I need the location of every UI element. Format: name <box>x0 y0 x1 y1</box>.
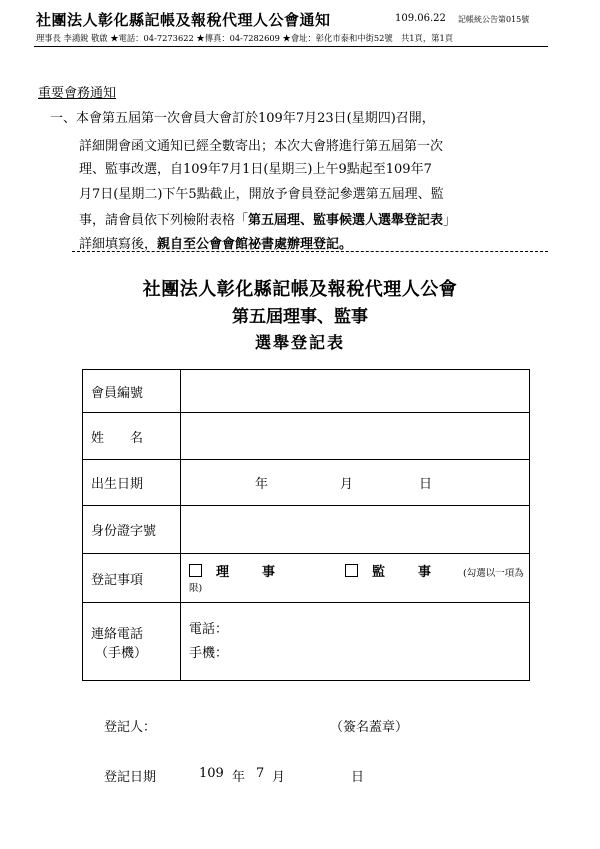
notice-doc-number: 記帳統公告第015號 <box>458 15 530 24</box>
birth-month-unit: 月 <box>340 477 354 492</box>
registration-form-table <box>82 369 530 681</box>
contact-field[interactable] <box>181 603 530 681</box>
director-checkbox[interactable] <box>189 564 202 577</box>
contact-label-line-2: （手機） <box>95 645 148 661</box>
select-one-note: (勾選以一項為限) <box>189 568 524 594</box>
notice-line-6 <box>79 233 352 252</box>
registration-month-unit: 月 <box>272 770 286 785</box>
contact-label <box>83 603 181 681</box>
form-title-org: 社團法人彰化縣記帳及報稅代理人公會 <box>142 279 458 300</box>
dashed-separator <box>72 251 548 252</box>
table-row <box>83 554 530 603</box>
table-row <box>83 506 530 554</box>
birth-date-field[interactable] <box>181 460 530 506</box>
notice-line-3: 理、監事改選，自109年7月1日(星期三)上午9點起至109年7 <box>79 162 432 177</box>
form-title-term: 第五屆理事、監事 <box>232 307 368 327</box>
phone-label: 電話： <box>189 621 229 637</box>
notice-heading: 重要會務通知 <box>38 86 117 101</box>
mobile-label: 手機： <box>189 645 229 661</box>
id-no-field[interactable] <box>181 506 530 554</box>
header-divider <box>34 46 548 47</box>
supervisor-option-label: 監 事 <box>372 565 442 580</box>
notice-line-5 <box>79 209 456 228</box>
register-item-label: 登記事項 <box>83 554 181 603</box>
member-no-label: 會員編號 <box>83 370 181 413</box>
submission-instruction: 親自至公會會館祕書處辦理登記。 <box>157 237 353 252</box>
notice-line-5-post: 」 <box>443 213 457 228</box>
birth-date-label: 出生日期 <box>83 460 181 506</box>
form-title-name: 選舉登記表 <box>254 333 345 352</box>
registration-year-unit: 年 <box>232 770 246 785</box>
birth-year-unit: 年 <box>255 477 269 492</box>
director-option-label: 理 事 <box>216 565 286 580</box>
table-row <box>83 603 530 681</box>
notice-line-6-pre: 詳細填寫後， <box>79 237 158 252</box>
notice-line-2: 詳細開會函文通知已經全數寄出；本次大會將進行第五屆第一次 <box>79 139 444 154</box>
notice-date: 109.06.22 <box>395 13 446 24</box>
table-row <box>83 413 530 460</box>
notice-line-1: 一、本會第五屆第一次會員大會訂於109年7月23日(星期四)召開， <box>50 111 435 126</box>
name-label: 姓 名 <box>83 413 181 460</box>
table-row <box>83 460 530 506</box>
registration-date-label: 登記日期 <box>104 770 157 785</box>
registration-month: 7 <box>256 766 265 781</box>
notice-org-title: 社團法人彰化縣記帳及報稅代理人公會通知 <box>36 11 331 29</box>
birth-day-unit: 日 <box>419 477 433 492</box>
member-no-field[interactable] <box>181 370 530 413</box>
form-name-emphasis: 第五屆理、監事候選人選舉登記表 <box>248 213 444 228</box>
signature-note: （簽名蓋章） <box>330 720 409 735</box>
notice-line-5-pre: 事，請會員依下列檢附表格「 <box>79 213 249 228</box>
name-field[interactable] <box>181 413 530 460</box>
id-no-label: 身份證字號 <box>83 506 181 554</box>
registration-day-unit: 日 <box>351 770 365 785</box>
register-item-field <box>181 554 530 603</box>
contact-label-line-1: 連絡電話 <box>91 626 144 642</box>
table-row <box>83 370 530 413</box>
header-contact-info: 理事長 李鴻銳 敬啟 ★電話：04-7273622 ★傳真：04-7282609 ★會址：彰化市泰和中街52號 共1頁，第1頁 <box>36 33 454 43</box>
registration-year: 109 <box>199 766 224 781</box>
notice-line-4: 月7日(星期二)下午5點截止，開放予會員登記參選第五屆理、監 <box>79 187 444 202</box>
supervisor-checkbox[interactable] <box>345 564 358 577</box>
registrant-label: 登記人： <box>104 720 157 735</box>
